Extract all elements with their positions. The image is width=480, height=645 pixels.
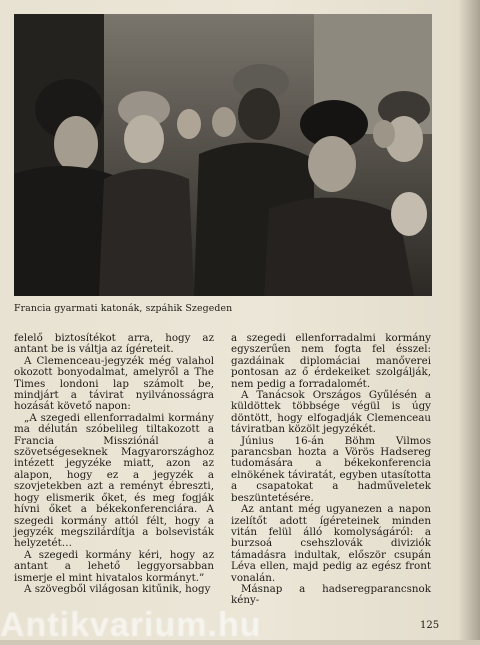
watermark: Antikvarium.hu: [0, 606, 262, 644]
paragraph: a szegedi ellenforradalmi kormány egyszerűen nem fogta fel ésszel: gazdáinak diplomáciai manőverei pontosan az ő érdekeiket szolgálják, nem pedig a forradalomét.: [231, 332, 431, 390]
page-edge-shadow: [458, 0, 480, 640]
text-column-right: [231, 333, 431, 607]
paragraph: Június 16-án Böhm Vilmos parancsban hozta a Vörös Hadsereg tudomására a békekonferencia elnökének táviratát, egyben utasította a csapatokat a hadműveletek beszüntetésére.: [231, 434, 431, 504]
paragraph: A Clemenceau-jegyzék még valahol okozott bonyodalmat, amelyről a The Times londoni lap számolt be, mindjárt a távirat nyilvánosságra hozását követő napon:: [14, 354, 214, 413]
paragraph: Az antant még ugyanezen a napon izelítőt adott ígéreteinek minden vitán felül álló komolyságáról: a burzsoá csehszlovák diviziók támadásra indultak, először csupán Léva ellen, majd pedig az egész front vonalán.: [231, 503, 431, 584]
soldiers-photo-image: [14, 14, 432, 296]
historical-photo: [14, 14, 432, 296]
paragraph: felelő biztosítékot arra, hogy az antant be is váltja az ígéreteit.: [14, 332, 214, 356]
page-number: 125: [420, 620, 440, 631]
paragraph: A szövegből világosan kitűnik, hogy: [24, 582, 211, 595]
photo-caption: Francia gyarmati katonák, szpáhik Szegeden: [14, 303, 233, 314]
paragraph: „A szegedi ellenforradalmi kormány ma délután szóbelileg tiltakozott a Francia Missziónál a szövetségeseknek Magyarországhoz intézett jegyzéke miatt, azon az alapon, hogy ez a jegyzék a szovjetekben azt a reményt ébreszti, hogy elismerik őket, és meg fogják hívni őket a békekonferenciára. A szegedi kormány attól félt, hogy a jegyzék megszilárdítja a bolsevisták helyzetét…: [14, 411, 214, 550]
paragraph: A Tanácsok Országos Gyűlésén a küldöttek többsége végül is úgy döntött, hogy elfogadják Clemenceau táviratban közölt jegyzékét.: [231, 389, 431, 436]
paragraph: Másnap a hadseregparancsnok kény-: [231, 582, 431, 607]
paragraph: A szegedi kormány kéri, hogy az antant a lehető leggyorsabban ismerje el mint hivatalos kormányt.”: [14, 548, 214, 584]
text-column-left: [14, 333, 214, 595]
